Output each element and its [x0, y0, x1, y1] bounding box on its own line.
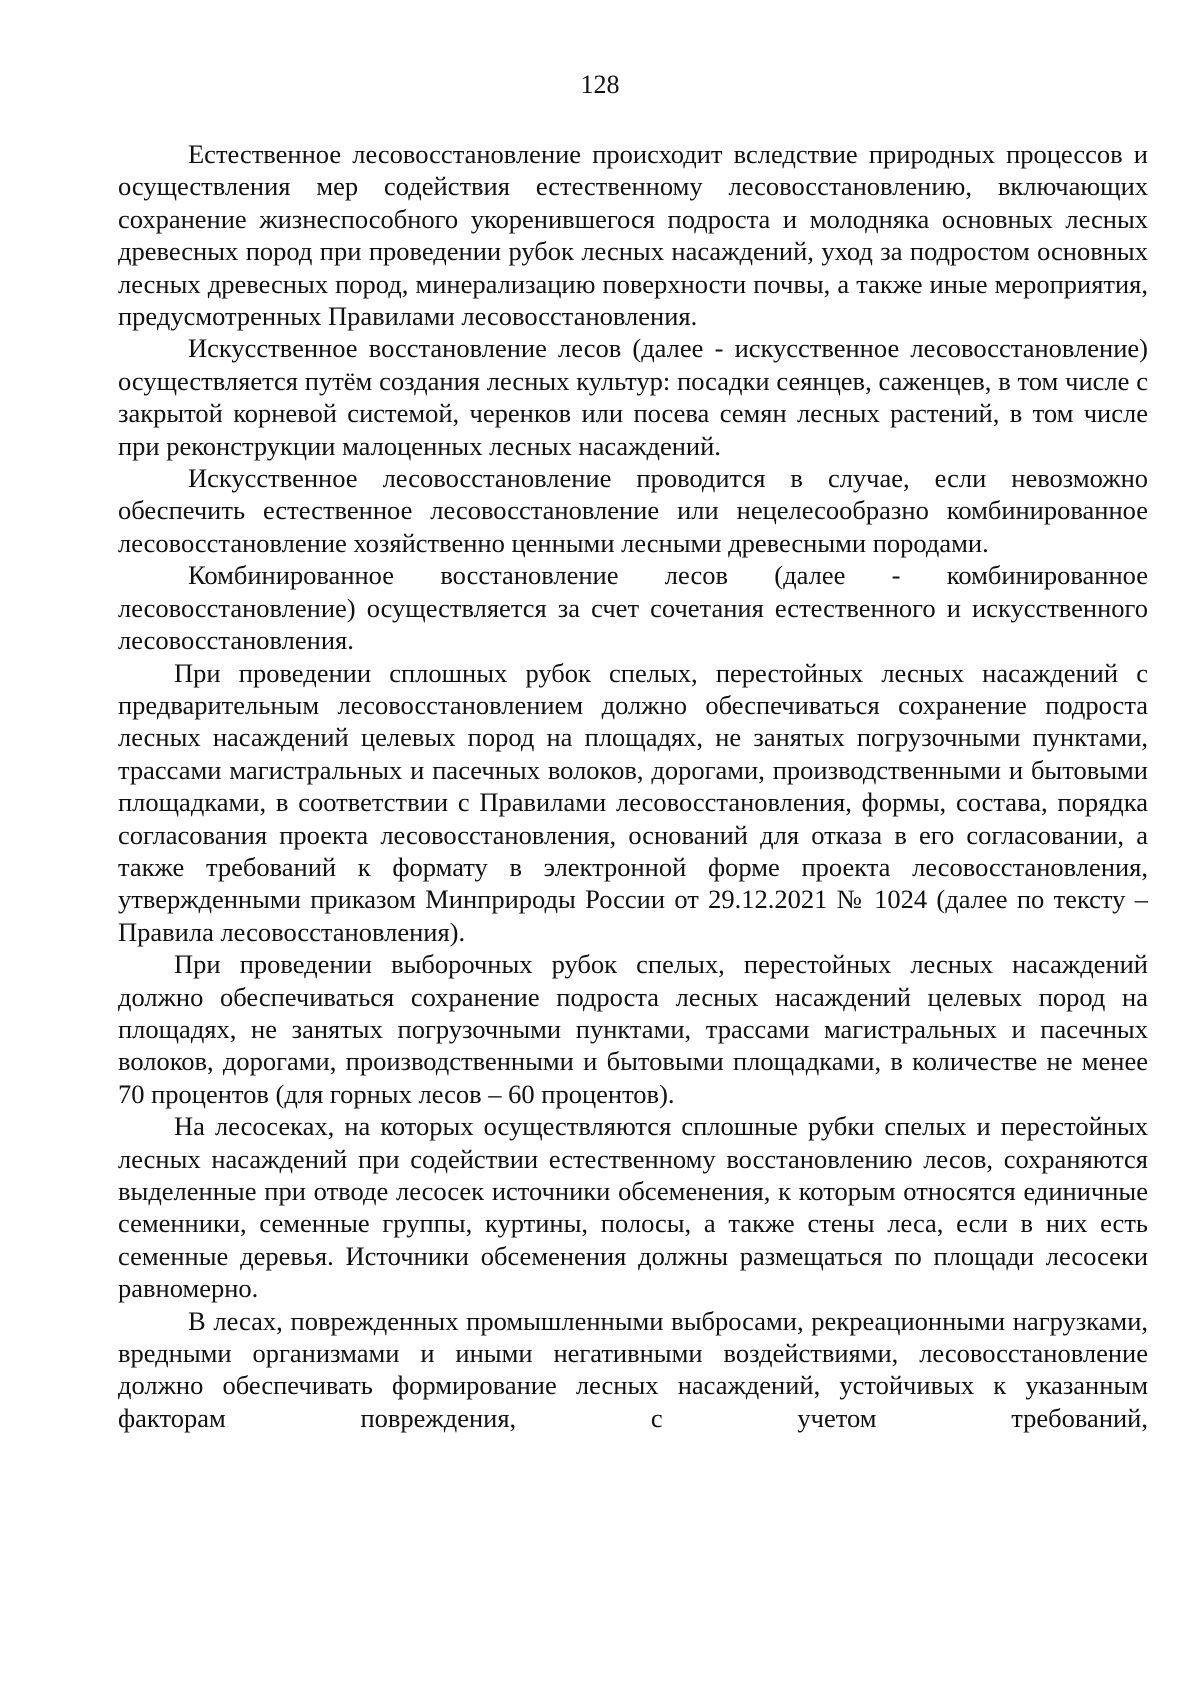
paragraph-artificial-reforestation-cases: Искусственное лесовосстановление проводится в случае, если невозможно обеспечить естественное лесовосстановление или нецелесообразно комбинированное лесовосстановление хозяйственно ценными лесными древесными породами. — [118, 463, 1148, 558]
paragraph-seed-sources: На лесосеках, на которых осуществляются сплошные рубки спелых и перестойных лесных насаждений при содействии естественному восстановлению лесов, сохраняются выделенные при отводе лесосек источники обсеменения, к которым относятся единичные семенники, семенные группы, куртины, полосы, а также стены леса, если в них есть семенные деревья. Источники обсеменения должны размещаться по площади лесосеки равномерно. — [118, 1111, 1148, 1304]
paragraph-damaged-forests: В лесах, поврежденных промышленными выбросами, рекреационными нагрузками, вредными организмами и иными негативными воздействиями, лесовосстановление должно обеспечивать формирование лесных насаждений, устойчивых к указанным факторам повреждения, с учетом требований, — [118, 1305, 1148, 1433]
paragraph-selective-cutting: При проведении выборочных рубок спелых, перестойных лесных насаждений должно обеспечиваться сохранение подроста лесных насаждений целевых пород на площадях, не занятых погрузочными пунктами, трассами магистральных и пасечных волоков, дорогами, производственными и бытовыми площадками, в количестве не менее 70 процентов (для горных лесов – 60 процентов). — [118, 949, 1148, 1109]
paragraph-clear-cutting: При проведении сплошных рубок спелых, перестойных лесных насаждений с предварительным лесовосстановлением должно обеспечиваться сохранение подроста лесных насаждений целевых пород на площадях, не занятых погрузочными пунктами, трассами магистральных и пасечных волоков, дорогами, производственными и бытовыми площадками, в соответствии с Правилами лесовосстановления, формы, состава, порядка согласования проекта лесовосстановления, оснований для отказа в его согласовании, а также требований к формату в электронной форме проекта лесовосстановления, утвержденными приказом Минприроды России от 29.12.2021 № 1024 (далее по тексту – Правила лесовосстановления). — [118, 657, 1148, 947]
body-text — [118, 138, 1148, 1434]
paragraph-artificial-reforestation: Искусственное восстановление лесов (далее - искусственное лесовосстановление) осуществляется путём создания лесных культур: посадки сеянцев, саженцев, в том числе с закрытой корневой системой, черенков или посева семян лесных растений, в том числе при реконструкции малоценных лесных насаждений. — [118, 333, 1148, 461]
paragraph-combined-reforestation: Комбинированное восстановление лесов (далее - комбинированное лесовосстановление) осуществляется за счет сочетания естественного и искусственного лесовосстановления. — [118, 560, 1148, 656]
paragraph-natural-reforestation: Естественное лесовосстановление происходит вследствие природных процессов и осуществления мер содействия естественному лесовосстановлению, включающих сохранение жизнеспособного укоренившегося подроста и молодняка основных лесных древесных пород при проведении рубок лесных насаждений, уход за подростом основных лесных древесных пород, минерализацию поверхности почвы, а также иные мероприятия, предусмотренных Правилами лесовосстановления. — [118, 139, 1148, 332]
page-number: 128 — [580, 70, 620, 99]
